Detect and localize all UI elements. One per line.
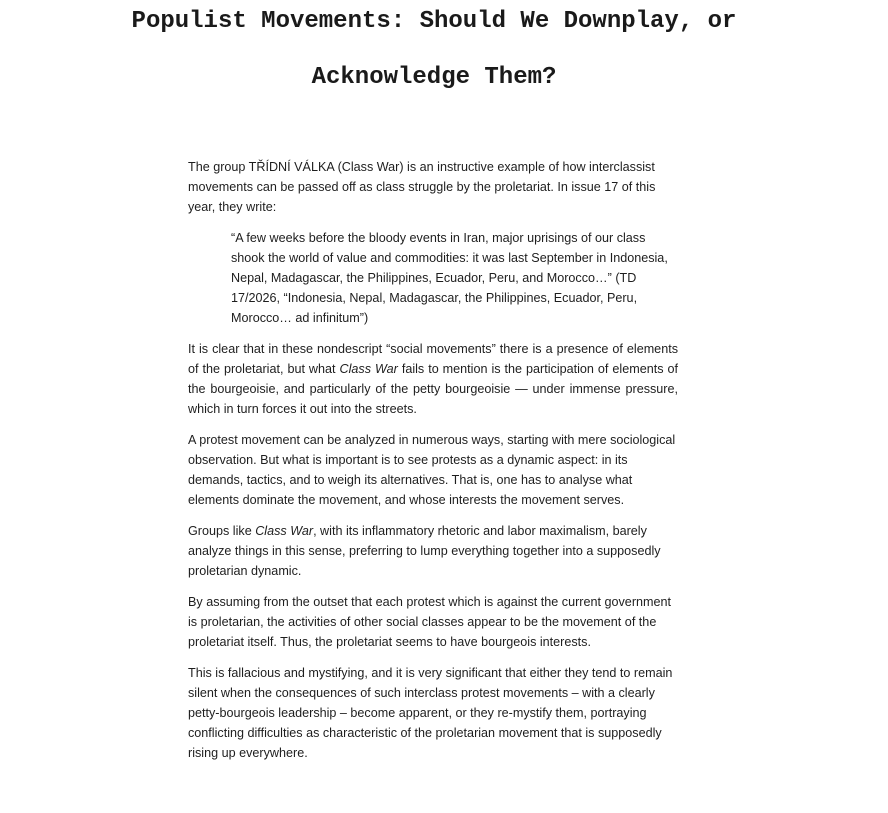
paragraph-groups-like [188,521,678,581]
page-title-line-2: Acknowledge Them? [311,64,557,91]
paragraph-assuming: By assuming from the outset that each protest which is against the current government is proletarian, the activities of other social classes appear to be the movement of the proletariat itself. Thus, the proletariat seems to have bourgeois interests. [188,595,672,649]
paragraph-intro: The group TŘÍDNÍ VÁLKA (Class War) is an instructive example of how interclassist movements can be passed off as class struggle by the proletariat. In issue 17 of this year, they write: [188,160,656,214]
paragraph-text: , with its inflammatory rhetoric and labor maximalism, barely analyze things in this sense, preferring to lump everything together into a supposedly proletarian dynamic. [188,524,661,578]
paragraph-fallacious: This is fallacious and mystifying, and it is very significant that either they tend to remain silent when the consequences of such interclass protest movements – with a clearly petty-bourgeois leadership – become apparent, or they re-mystify them, portraying conflicting difficulties as characteristic of the proletarian movement that is supposedly rising up everywhere. [188,666,673,760]
paragraph-text: Groups like [188,524,256,538]
italic-class-war: Class War [255,524,314,538]
page-title-line-1: Populist Movements: Should We Downplay, or [131,8,737,35]
block-quote: “A few weeks before the bloody events in Iran, major uprisings of our class shook the world of value and commodities: it was last September in Indonesia, Nepal, Madagascar, the Philippines, Ecuador, Peru, and Morocco…” (TD 17/2026, “Indonesia, Nepal, Madagascar, the Philippines, Ecuador, Peru, Morocco… ad infinitum”) [231,231,668,325]
article-body [188,157,678,774]
paragraph-text: It is clear that in these nondescript “social movements” there is a presence of elements of the proletariat, but what [188,342,678,376]
italic-class-war: Class War [339,362,398,376]
paragraph-text: fails to mention is the participation of elements of the bourgeoisie, and particularly of the petty bourgeoisie — under immense pressure, which in turn forces it out into the streets. [188,362,678,416]
paragraph-protest-analysis: A protest movement can be analyzed in numerous ways, starting with mere sociological observation. But what is important is to see protests as a dynamic aspect: in its demands, tactics, and to weigh its alternatives. That is, one has to analyse what elements dominate the movement, and whose interests the movement serves. [188,433,676,507]
paragraph-elements-of-proletariat [188,339,678,419]
